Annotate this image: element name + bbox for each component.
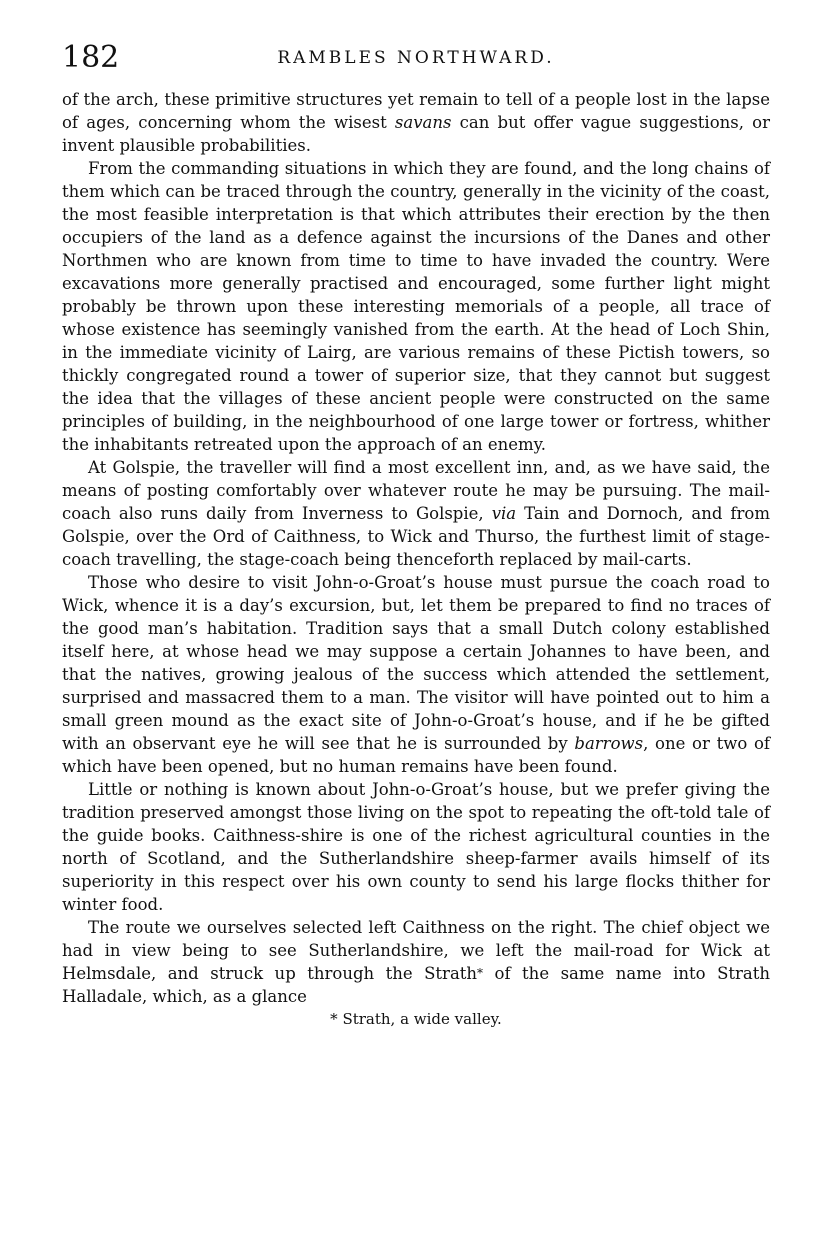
footnote: * Strath, a wide valley.	[330, 1010, 502, 1028]
paragraph	[62, 157, 770, 456]
paragraph-text: Little or nothing is known about John-o-Groat’s house, but we prefer giving the tradition preserved amongst those living on the spot to repeating the oft-told tale of the guide books. Caithness-shire is one of the richest agricultural counties in the north of Scotland, and the Sutherlandshire sheep-farmer avails himself of its superiority in this respect over his own county to send his large flocks thither for winter food.	[62, 780, 770, 914]
page-header	[62, 38, 770, 78]
footnote-marker: *	[477, 966, 484, 980]
paragraph	[62, 571, 770, 778]
page-number: 182	[62, 40, 120, 75]
paragraph	[62, 456, 770, 571]
paragraph	[62, 88, 770, 157]
paragraph-text: of the arch, these primitive structures yet remain to tell of a people lost in the lapse of ages, concerning whom the wisest	[62, 90, 770, 132]
italic-text: savans	[394, 113, 452, 132]
paragraph-text: of the same name into Strath Halladale, which, as a glance	[62, 964, 770, 1006]
italic-text: via	[491, 504, 517, 523]
body-text	[62, 88, 770, 1008]
paragraph-text: , one or two of which have been opened, but no human remains have been found.	[62, 734, 770, 776]
paragraph-text: Those who desire to visit John-o-Groat’s house must pursue the coach road to Wick, whence it is a day’s excursion, but, let them be prepared to find no traces of the good man’s habitation. Tradition says that a small Dutch colony established itself here, at whose head we may suppose a certain Johannes to have been, and that the natives, growing jealous of the success which attended the settlement, surprised and massacred them to a man. The visitor will have pointed out to him a small green mound as the exact site of John-o-Groat’s house, and if he be gifted with an observant eye he will see that he is surrounded by	[62, 573, 770, 753]
paragraph-text: From the commanding situations in which they are found, and the long chains of them which can be traced through the country, generally in the vicinity of the coast, the most feasible interpretation is that which attributes their erection by the then occupiers of the land as a defence against the incursions of the Danes and other Northmen who are known from time to time to have invaded the country. Were excavations more generally practised and encouraged, some further light might probably be thrown upon these interesting memorials of a people, all trace of whose existence has seemingly vanished from the earth. At the head of Loch Shin, in the immediate vicinity of Lairg, are various remains of these Pictish towers, so thickly congregated round a tower of superior size, that they cannot but suggest the idea that the villages of these ancient people were constructed on the same principles of building, in the neighbourhood of one large tower or fortress, whither the inhabitants retreated upon the approach of an enemy.	[62, 159, 770, 454]
running-title: RAMBLES NORTHWARD.	[277, 48, 555, 68]
paragraph-text: can but offer vague suggestions, or invent plausible probabilities.	[62, 113, 770, 155]
book-page	[62, 38, 770, 1030]
paragraph-text: The route we ourselves selected left Caithness on the right. The chief object we had in view being to see Sutherlandshire, we left the mail-road for Wick at Helmsdale, and struck up through the Strath	[62, 918, 770, 983]
paragraph-text: At Golspie, the traveller will find a most excellent inn, and, as we have said, the means of posting comfortably over whatever route he may be pursuing. The mail-coach also runs daily from Inverness to Golspie,	[62, 458, 770, 523]
paragraph	[62, 778, 770, 916]
italic-text: barrows	[574, 734, 644, 753]
paragraph	[62, 916, 770, 1008]
paragraph-text: Tain and Dornoch, and from Golspie, over the Ord of Caithness, to Wick and Thurso, the furthest limit of stage-coach travelling, the stage-coach being thenceforth replaced by mail-carts.	[62, 504, 771, 569]
